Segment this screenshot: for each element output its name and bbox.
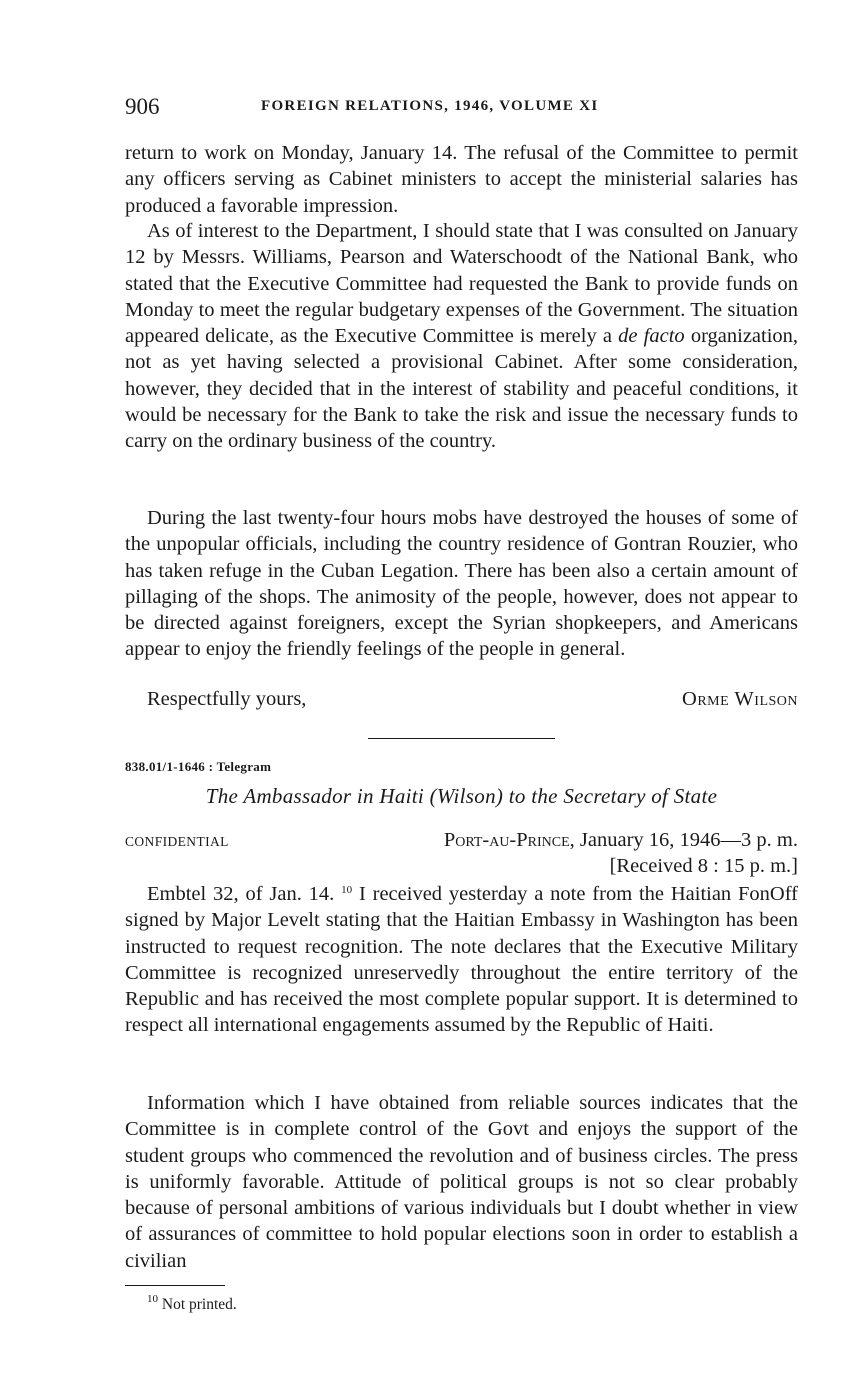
paragraph-national-bank — [125, 218, 798, 455]
signature: Orme Wilson — [682, 688, 798, 710]
dateline-date: January 16, 1946—3 p. m. — [579, 829, 798, 851]
footnote-reference[interactable]: 10 — [341, 884, 353, 896]
paragraph-text: organization, not as yet having selected a provisional Cabinet. After some consideration, however, they decided that in the interest of stability and peaceful conditions, it would be necessary for the Bank to take the risk and issue the necessary funds to carry on the ordinary business of the country. — [125, 325, 799, 453]
title-text: ) to the Secretary of State — [495, 784, 718, 808]
telegram-paragraph-2: Information which I have obtained from reliable sources indicates that the Committee is in complete control of the Govt and enjoys the support of the student groups who commenced the revolution and of business circles. The press is uniformly favorable. Attitude of political groups is not so clear probably because of personal ambitions of various individuals but I doubt whether in view of assurances of committee to hold popular elections soon in order to establish a civilian — [125, 1092, 798, 1272]
paragraph-mobs: During the last twenty-four hours mobs have destroyed the houses of some of the unpopular officials, including the country residence of Gontran Rouzier, who has taken refuge in the Cuban Legation. There has been also a certain amount of pillaging of the shops. The animosity of the people, however, does not appear to be directed against foreigners, except the Syrian shopkeepers, and Americans appear to enjoy the friendly feelings of the people in general. — [125, 507, 798, 661]
classification-label: CONFIDENTIAL — [125, 834, 229, 849]
paragraph-text: I received yesterday a note from the Haitian FonOff signed by Major Levelt stating that the Haitian Embassy in Washington has been instructed to request recognition. The note declares that the Executive Military Committee is recognized unreservedly throughout the entire territory of the Republic and has received the most complete popular support. It is determined to respect all international engagements assumed by the Republic of Haiti. — [125, 883, 798, 1037]
dateline — [444, 827, 798, 880]
running-title: FOREIGN RELATIONS, 1946, VOLUME XI — [261, 98, 599, 114]
title-text: The Ambassador in Haiti ( — [205, 784, 437, 808]
footnote-text: Not printed. — [161, 1296, 237, 1313]
section-divider — [368, 738, 555, 739]
italic-term: de facto — [618, 325, 685, 348]
telegram-paragraph-1 — [125, 881, 798, 1039]
footnote — [147, 1293, 237, 1314]
salutation: Respectfully yours, — [147, 688, 307, 710]
paragraph-text: As of interest to the Department, I should state that I was consulted on January 12 by Messrs. Williams, Pearson and Waterschoodt of the National Bank, who stated that the Executive Committee had requested the Bank to provide funds on Monday to meet the regular budgetary expenses of the Government. The situation appeared delicate, as the Executive Committee is merely a — [125, 220, 798, 348]
paragraph-text: Embtel 32, of Jan. 14. — [147, 883, 335, 905]
file-reference: 838.01/1-1646 : Telegram — [125, 759, 272, 774]
title-sender-name: Wilson — [436, 784, 496, 808]
document-title — [125, 784, 798, 809]
page-number: 906 — [125, 94, 160, 119]
footnote-rule — [125, 1285, 225, 1286]
received-time: [Received 8 : 15 p. m.] — [609, 855, 798, 878]
continued-paragraph: return to work on Monday, January 14. The refusal of the Committee to permit any officers serving as Cabinet ministers to accept the ministerial salaries has produced a favorable impression. — [125, 142, 798, 217]
running-header — [125, 94, 798, 124]
dateline-place: Port-au-Prince, — [443, 829, 575, 851]
footnote-marker: 10 — [147, 1293, 158, 1305]
